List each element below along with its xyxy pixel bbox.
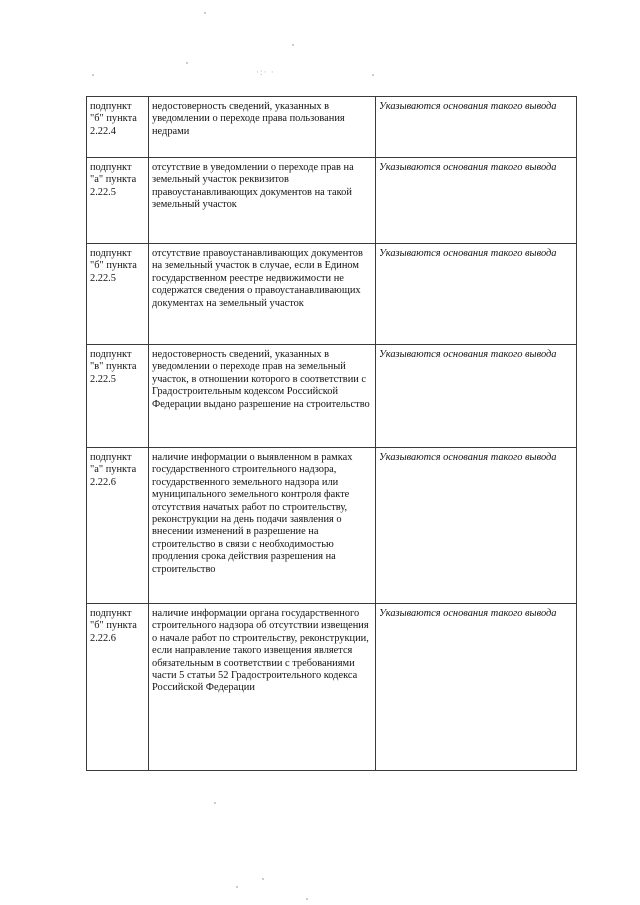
ground-description: отсутствие правоустанавливающих документов на земельный участок в случае, если в Едином государственном реестре недвижимости не содержатся сведения о правоустанавливающих документах на земельный участок: [149, 244, 376, 345]
justification-note: Указываются основания такого вывода: [376, 158, 577, 244]
scan-speck: [92, 74, 94, 76]
scan-speck: [214, 802, 216, 804]
justification-note: Указываются основания такого вывода: [376, 604, 577, 771]
table-row: [87, 97, 577, 158]
clause-reference: подпункт "в" пункта 2.22.5: [87, 345, 149, 448]
justification-note: Указываются основания такого вывода: [376, 97, 577, 158]
scan-speck: [186, 62, 188, 64]
ground-description: отсутствие в уведомлении о переходе прав на земельный участок реквизитов правоустанавливающих документов на такой земельный участок: [149, 158, 376, 244]
clause-reference: подпункт "б" пункта 2.22.4: [87, 97, 149, 158]
table-row: [87, 158, 577, 244]
ground-description: недостоверность сведений, указанных в уведомлении о переходе права пользования недрами: [149, 97, 376, 158]
table-row: [87, 345, 577, 448]
scan-speck: [372, 74, 374, 76]
scan-speck: [204, 12, 206, 14]
clause-reference: подпункт "б" пункта 2.22.6: [87, 604, 149, 771]
scan-speck: [262, 878, 264, 880]
scan-speck: [306, 898, 308, 900]
scan-speck: [236, 886, 238, 888]
clause-reference: подпункт "б" пункта 2.22.5: [87, 244, 149, 345]
ground-description: наличие информации органа государственного строительного надзора об отсутствии извещения о начале работ по строительству, реконструкции, если направление такого извещения является обязательным в соответствии с требованиями части 5 статьи 52 Градостроительного кодекса Российской Федерации: [149, 604, 376, 771]
table-row: [87, 604, 577, 771]
scan-artifact: ·:· ·: [256, 67, 275, 77]
scan-speck: [292, 44, 294, 46]
clause-reference: подпункт "а" пункта 2.22.6: [87, 448, 149, 604]
justification-note: Указываются основания такого вывода: [376, 244, 577, 345]
justification-note: Указываются основания такого вывода: [376, 448, 577, 604]
table-row: [87, 448, 577, 604]
ground-description: недостоверность сведений, указанных в уведомлении о переходе прав на земельный участок, в отношении которого в соответствии с Градостроительным кодексом Российской Федерации выдано разрешение на строительство: [149, 345, 376, 448]
ground-description: наличие информации о выявленном в рамках государственного строительного надзора, государственного земельного надзора или муниципального земельного контроля факте отсутствия начатых работ по строительству, реконструкции на день подачи заявления о внесении изменений в разрешение на строительство в связи с необходимостью продления срока действия разрешения на строительство: [149, 448, 376, 604]
table-row: [87, 244, 577, 345]
grounds-table: [86, 96, 577, 771]
clause-reference: подпункт "а" пункта 2.22.5: [87, 158, 149, 244]
justification-note: Указываются основания такого вывода: [376, 345, 577, 448]
